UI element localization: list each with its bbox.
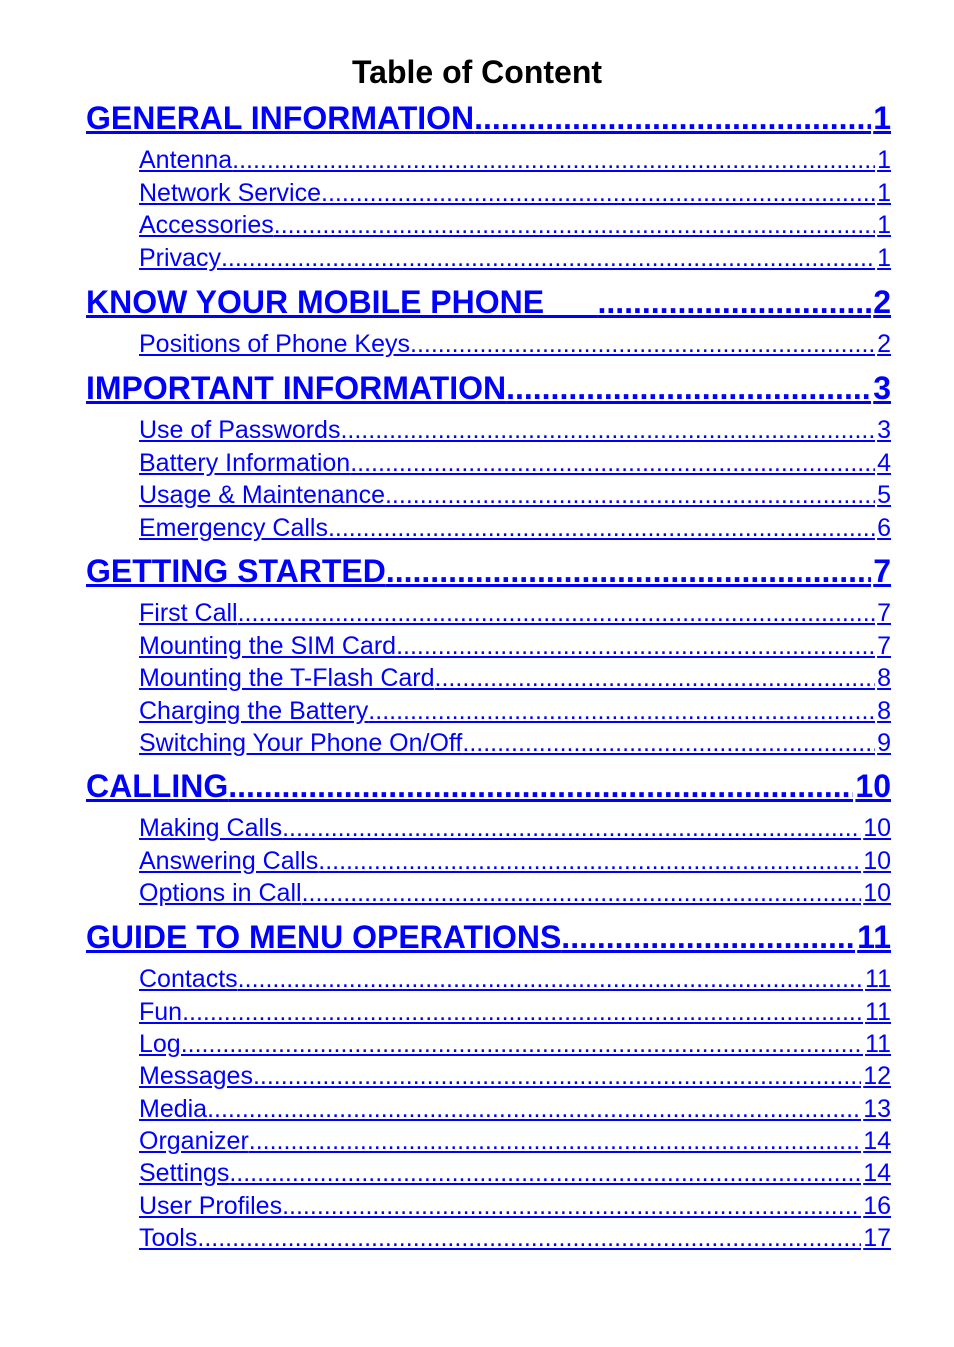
toc-entry-label: Emergency Calls	[139, 514, 328, 542]
toc-section-link[interactable]	[139, 598, 891, 628]
dot-leader	[274, 210, 875, 240]
toc-page-number: 12	[863, 1062, 891, 1090]
toc-section-link[interactable]	[139, 415, 891, 445]
dot-leader	[181, 1029, 863, 1059]
toc-chapter-link[interactable]	[86, 552, 891, 590]
toc-entry-label: Usage & Maintenance	[139, 481, 385, 509]
toc-section-link[interactable]	[139, 663, 891, 693]
toc-page-number: 6	[877, 514, 891, 542]
toc-section-link[interactable]	[139, 846, 891, 876]
toc-section-link[interactable]	[139, 210, 891, 240]
dot-leader	[368, 696, 875, 726]
toc-page-number: 11	[865, 998, 891, 1026]
toc-page-number: 1	[877, 146, 891, 174]
toc-entry-label: Settings	[139, 1159, 230, 1187]
dot-leader	[410, 329, 875, 359]
toc-entry-label: First Call	[139, 599, 238, 627]
toc-section-link[interactable]	[139, 631, 891, 661]
toc-entry-label: GUIDE TO MENU OPERATIONS	[86, 919, 562, 955]
toc-page-number: 14	[863, 1127, 891, 1155]
toc-page-number: 8	[877, 697, 891, 725]
toc-page-number: 11	[865, 965, 891, 993]
toc-page-number: 2	[877, 330, 891, 358]
toc-section-link[interactable]	[139, 329, 891, 359]
toc-page-number: 17	[863, 1224, 891, 1252]
toc-page-number: 1	[877, 179, 891, 207]
toc-page-number: 16	[863, 1192, 891, 1220]
toc-page-number: 13	[863, 1095, 891, 1123]
toc-entry-label: Network Service	[139, 179, 321, 207]
toc-page-number: 1	[877, 211, 891, 239]
toc-entry-label: Log	[139, 1030, 181, 1058]
toc-page-number: 3	[873, 370, 891, 406]
toc-section-link[interactable]	[139, 1126, 891, 1156]
toc-entry-label: Contacts	[139, 965, 238, 993]
toc-chapter-link[interactable]	[86, 767, 891, 805]
dot-leader	[197, 1223, 861, 1253]
toc-entry-label: Accessories	[139, 211, 274, 239]
toc-section-link[interactable]	[139, 1061, 891, 1091]
toc-page-number: 1	[877, 244, 891, 272]
dot-leader	[385, 480, 875, 510]
dot-leader	[232, 145, 875, 175]
dot-leader	[302, 878, 862, 908]
toc-page-number: 9	[877, 729, 891, 757]
toc-entry-label: Messages	[139, 1062, 253, 1090]
toc-entry-label: Positions of Phone Keys	[139, 330, 410, 358]
toc-entry-label: Answering Calls	[139, 847, 319, 875]
dot-leader	[506, 369, 871, 407]
dot-leader	[386, 552, 871, 590]
toc-section-link[interactable]	[139, 178, 891, 208]
toc-entry-label: Making Calls	[139, 814, 283, 842]
toc-page-number: 11	[865, 1030, 891, 1058]
toc-entry-label: Switching Your Phone On/Off	[139, 729, 463, 757]
toc-chapter-link[interactable]	[86, 918, 891, 956]
dot-leader	[396, 631, 875, 661]
toc-page-number: 7	[873, 553, 891, 589]
toc-page-number: 8	[877, 664, 891, 692]
dot-leader	[321, 178, 875, 208]
dot-leader	[561, 918, 855, 956]
toc-section-link[interactable]	[139, 964, 891, 994]
toc-section-link[interactable]	[139, 696, 891, 726]
dot-leader	[221, 243, 875, 273]
page-title: Table of Content	[351, 54, 603, 90]
toc-page-number: 7	[877, 632, 891, 660]
toc-chapter-link[interactable]	[86, 99, 891, 137]
dot-leader	[238, 964, 863, 994]
toc-entry-label: IMPORTANT INFORMATION	[86, 370, 507, 406]
toc-page-number: 7	[877, 599, 891, 627]
dot-leader	[228, 767, 853, 805]
toc-page-number: 5	[877, 481, 891, 509]
toc-entry-label: KNOW YOUR MOBILE PHONE	[86, 284, 598, 320]
dot-leader	[282, 1191, 861, 1221]
toc-page-number: 10	[863, 814, 891, 842]
dot-leader	[253, 1061, 861, 1091]
toc-section-link[interactable]	[139, 513, 891, 543]
toc-section-link[interactable]	[139, 1158, 891, 1188]
dot-leader	[249, 1126, 861, 1156]
toc-section-link[interactable]	[139, 145, 891, 175]
toc-page-number: 14	[863, 1159, 891, 1187]
toc-section-link[interactable]	[139, 813, 891, 843]
toc-entry-label: Privacy	[139, 244, 221, 272]
dot-leader	[182, 997, 863, 1027]
toc-entry-label: Options in Call	[139, 879, 302, 907]
toc-section-link[interactable]	[139, 1223, 891, 1253]
dot-leader	[318, 846, 861, 876]
toc-section-link[interactable]	[139, 997, 891, 1027]
toc-entry-label: Charging the Battery	[139, 697, 369, 725]
toc-entry-label: CALLING	[86, 768, 229, 804]
dot-leader	[462, 728, 875, 758]
dot-leader	[229, 1158, 861, 1188]
toc-page-number: 2	[873, 284, 891, 320]
toc-section-link[interactable]	[139, 1094, 891, 1124]
toc-entry-label: GENERAL INFORMATION	[86, 100, 475, 136]
toc-entry-label: Fun	[139, 998, 183, 1026]
dot-leader	[350, 448, 875, 478]
toc-section-link[interactable]	[139, 728, 891, 758]
toc-entry-label: Mounting the T-Flash Card	[139, 664, 435, 692]
toc-page-number: 11	[857, 919, 891, 955]
toc-page-number: 3	[877, 416, 891, 444]
toc-entry-label: User Profiles	[139, 1192, 283, 1220]
toc-page-number: 10	[863, 879, 891, 907]
toc-entry-label: Media	[139, 1095, 208, 1123]
toc-entry-label: Mounting the SIM Card	[139, 632, 397, 660]
toc-entry-label: Battery Information	[139, 449, 351, 477]
toc-page-number: 10	[863, 847, 891, 875]
toc-page-number: 4	[877, 449, 891, 477]
dot-leader	[238, 598, 875, 628]
toc-section-link[interactable]	[139, 448, 891, 478]
dot-leader	[435, 663, 876, 693]
toc-entry-label: Tools	[139, 1224, 198, 1252]
toc-entry-label: Antenna	[139, 146, 233, 174]
toc-entry-label: Organizer	[139, 1127, 249, 1155]
dot-leader	[328, 513, 875, 543]
toc-entry-label: GETTING STARTED	[86, 553, 386, 589]
dot-leader	[474, 99, 871, 137]
toc-section-link[interactable]	[139, 480, 891, 510]
toc-chapter-link[interactable]	[86, 369, 891, 407]
toc-section-link[interactable]	[139, 1029, 891, 1059]
toc-page-number: 10	[855, 768, 891, 804]
toc-section-link[interactable]	[139, 243, 891, 273]
dot-leader	[340, 415, 875, 445]
dot-leader	[282, 813, 861, 843]
dot-leader	[207, 1094, 861, 1124]
toc-entry-label: Use of Passwords	[139, 416, 341, 444]
toc-chapter-link[interactable]	[86, 283, 891, 321]
toc-page-number: 1	[873, 100, 891, 136]
toc-section-link[interactable]	[139, 878, 891, 908]
toc-section-link[interactable]	[139, 1191, 891, 1221]
dot-leader	[597, 283, 871, 321]
